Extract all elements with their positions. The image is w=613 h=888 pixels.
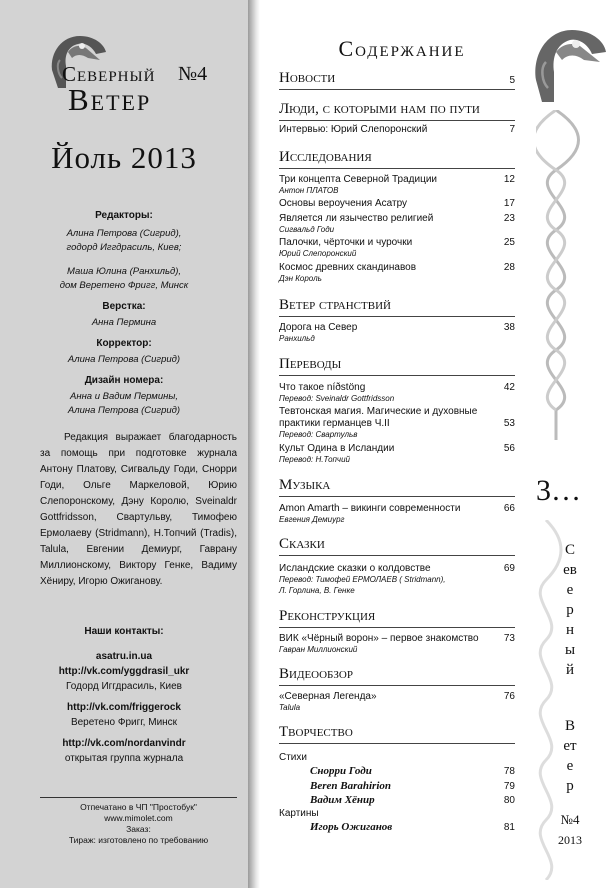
section-label: Исследования xyxy=(279,149,372,165)
page-number: 81 xyxy=(503,822,515,833)
contact-vk-kiev-link[interactable]: http://vk.com/yggdrasil_ukr xyxy=(58,666,190,677)
toc-section-translations xyxy=(279,356,515,376)
toc-entry[interactable]: Что такое níðstöng 42 xyxy=(279,382,515,393)
toc-entry[interactable]: Дорога на Север 38 xyxy=(279,322,515,333)
toc-entry[interactable]: Основы вероучения Асатру 17 xyxy=(279,198,515,209)
print-line-1: Отпечатано в ЧП "Простобук" xyxy=(80,802,197,812)
editor-1-line-1: Алина Петрова (Сигрид), xyxy=(66,228,182,239)
editor-1-line-2: годорд Иггдрасиль, Киев; xyxy=(66,242,182,253)
toc-poet-name[interactable]: Вадим Хёнир xyxy=(310,794,375,806)
layout-heading: Верстка: xyxy=(102,301,146,312)
toc-section-reconstruction xyxy=(279,608,515,628)
toc-poet-name[interactable]: Beren Barahirion xyxy=(310,780,391,792)
vertical-issue: №4 xyxy=(560,812,580,827)
vertical-title-word-2: Ветер xyxy=(563,718,577,794)
toc-author: Перевод: Тимофей ЕРМОЛАЕВ ( Stridmann), xyxy=(279,575,446,584)
section-label: Реконструкция xyxy=(279,608,376,624)
print-line-4: Тираж: изготовлено по требованию xyxy=(68,835,209,845)
contacts-block xyxy=(0,624,248,766)
vertical-title-top xyxy=(556,540,584,680)
magazine-name-top: Северный xyxy=(62,62,156,86)
design-line-2: Алина Петрова (Сигрид) xyxy=(67,405,181,416)
toc-section-music xyxy=(279,477,515,497)
contact-group-caption: открытая группа журнала xyxy=(64,753,184,764)
section-label: Переводы xyxy=(279,356,342,372)
toc-author: Сигвальд Годи xyxy=(279,225,335,234)
section-label: Сказки xyxy=(279,536,325,552)
toc-title: Содержание xyxy=(338,36,466,61)
vertical-title-bottom xyxy=(556,716,584,796)
page-number: 79 xyxy=(503,781,515,792)
toc-entry[interactable]: Интервью: Юрий Слепоронский 7 xyxy=(279,124,515,135)
toc-author: Перевод: Sveinaldr Gottfridsson xyxy=(279,394,395,403)
toc-section-people xyxy=(279,101,515,121)
contact-vk-minsk-link[interactable]: http://vk.com/friggerock xyxy=(67,702,181,713)
thanks-text: Редакция выражает благодарность за помощь при подготовке журнала Антону Платову, Сигвальду Годи, Снорри Годи, Ольге Маркеловой, Юрию Слепоронскому, Дэну Королю, Sveinaldr Gottfridsson, Свартульву, Тимофею Ермолаеву (Stridmann), Н.Топчий (Tradis), Talula, Евгении Демиург, Гаврану Миллионскому, Виктору Генке, Вадиму Хёниру, Игорю Ожиганову. xyxy=(40,432,237,587)
issue-date: Йоль 2013 xyxy=(51,140,197,175)
editor-2-line-1: Маша Юлина (Ранхильд), xyxy=(66,266,182,277)
print-line-3: Заказ: xyxy=(126,824,151,834)
toc-section-tales xyxy=(279,536,515,556)
layout-name: Анна Пермина xyxy=(91,317,157,328)
page-gutter xyxy=(248,0,260,888)
toc-category-poems: Стихи xyxy=(279,752,307,763)
toc-entry[interactable]: Amon Amarth – викинги современности 66 xyxy=(279,503,515,514)
print-info xyxy=(40,797,237,846)
contacts-heading: Наши контакты: xyxy=(84,626,164,637)
proofreader-heading: Корректор: xyxy=(96,338,152,349)
vertical-title-word-1: Северный xyxy=(563,542,577,678)
design-line-1: Анна и Вадим Пермины, xyxy=(70,391,178,402)
section-label: Музыка xyxy=(279,477,331,493)
toc-section-research xyxy=(279,149,515,169)
toc-section-travel xyxy=(279,297,515,317)
design-heading: Дизайн номера: xyxy=(84,375,164,386)
editor-2-line-2: дом Веретено Фригг, Минск xyxy=(59,280,189,291)
toc-author: Евгения Демиург xyxy=(279,515,345,524)
section-label: Ветер странствий xyxy=(279,297,391,313)
contact-minsk-caption: Веретено Фригг, Минск xyxy=(70,717,178,728)
toc-entry[interactable]: ВИК «Чёрный ворон» – первое знакомство 73 xyxy=(279,633,515,644)
toc-entry[interactable]: Палочки, чёрточки и чурочки 25 xyxy=(279,237,515,248)
toc-author: Дэн Король xyxy=(279,274,322,283)
contact-vk-group-link[interactable]: http://vk.com/nordanvindr xyxy=(62,738,186,749)
page-number: 5 xyxy=(509,75,515,86)
toc-entry[interactable]: Тевтонская магия. Магические и духовные практики германцев Ч.II 53 xyxy=(279,406,515,429)
page-number: 78 xyxy=(503,766,515,777)
toc-section-news[interactable] xyxy=(279,70,515,90)
toc-author: Антон ПЛАТОВ xyxy=(279,186,339,195)
toc-artist-name[interactable]: Игорь Ожиганов xyxy=(310,821,393,833)
toc-entry[interactable]: Исландские сказки о колдовстве 69 xyxy=(279,563,515,574)
proofreader-name: Алина Петрова (Сигрид) xyxy=(67,354,181,365)
toc-entry[interactable]: Является ли язычество религией 23 xyxy=(279,213,515,224)
toc-author: Гавран Миллионский xyxy=(279,645,358,654)
magazine-name-bottom: Ветер xyxy=(68,82,152,117)
toc-author: Перевод: Свартульв xyxy=(279,430,358,439)
toc-entry[interactable]: «Северная Легенда» 76 xyxy=(279,691,515,702)
toc-entry[interactable]: Космос древних скандинавов 28 xyxy=(279,262,515,273)
contact-site-link[interactable]: asatru.in.ua xyxy=(95,651,153,662)
toc-entry[interactable]: Три концепта Северной Традиции 12 xyxy=(279,174,515,185)
section-label: Новости xyxy=(279,70,336,86)
toc-section-creativity xyxy=(279,724,515,744)
raven-emblem-right xyxy=(528,22,610,104)
vertical-year: 2013 xyxy=(558,833,582,847)
editors-heading: Редакторы: xyxy=(95,210,153,221)
toc-poet-name[interactable]: Снорри Годи xyxy=(310,765,372,777)
toc-author: Л. Горлина, В. Генке xyxy=(279,586,355,595)
continued-marker: 3… xyxy=(536,474,581,507)
toc-entry[interactable]: Культ Одина в Исландии 56 xyxy=(279,443,515,454)
page-number: 80 xyxy=(503,795,515,806)
print-line-2: www.mimolet.com xyxy=(104,813,173,823)
section-label: Люди, с которыми нам по пути xyxy=(279,101,480,117)
toc-author: Юрий Слепоронский xyxy=(279,249,357,258)
toc-section-video xyxy=(279,666,515,686)
toc-author: Ранхильд xyxy=(279,334,315,343)
toc-author: Перевод: Н.Топчий xyxy=(279,455,350,464)
issue-number: №4 xyxy=(178,63,208,85)
contact-kiev-caption: Годорд Иггдрасиль, Киев xyxy=(66,681,182,692)
toc-category-paintings: Картины xyxy=(279,808,319,819)
section-label: Видеообзор xyxy=(279,666,353,682)
toc-author: Talula xyxy=(279,703,301,712)
section-label: Творчество xyxy=(279,724,353,740)
knotwork-ornament-upper xyxy=(536,110,608,440)
credits-block xyxy=(0,202,248,418)
